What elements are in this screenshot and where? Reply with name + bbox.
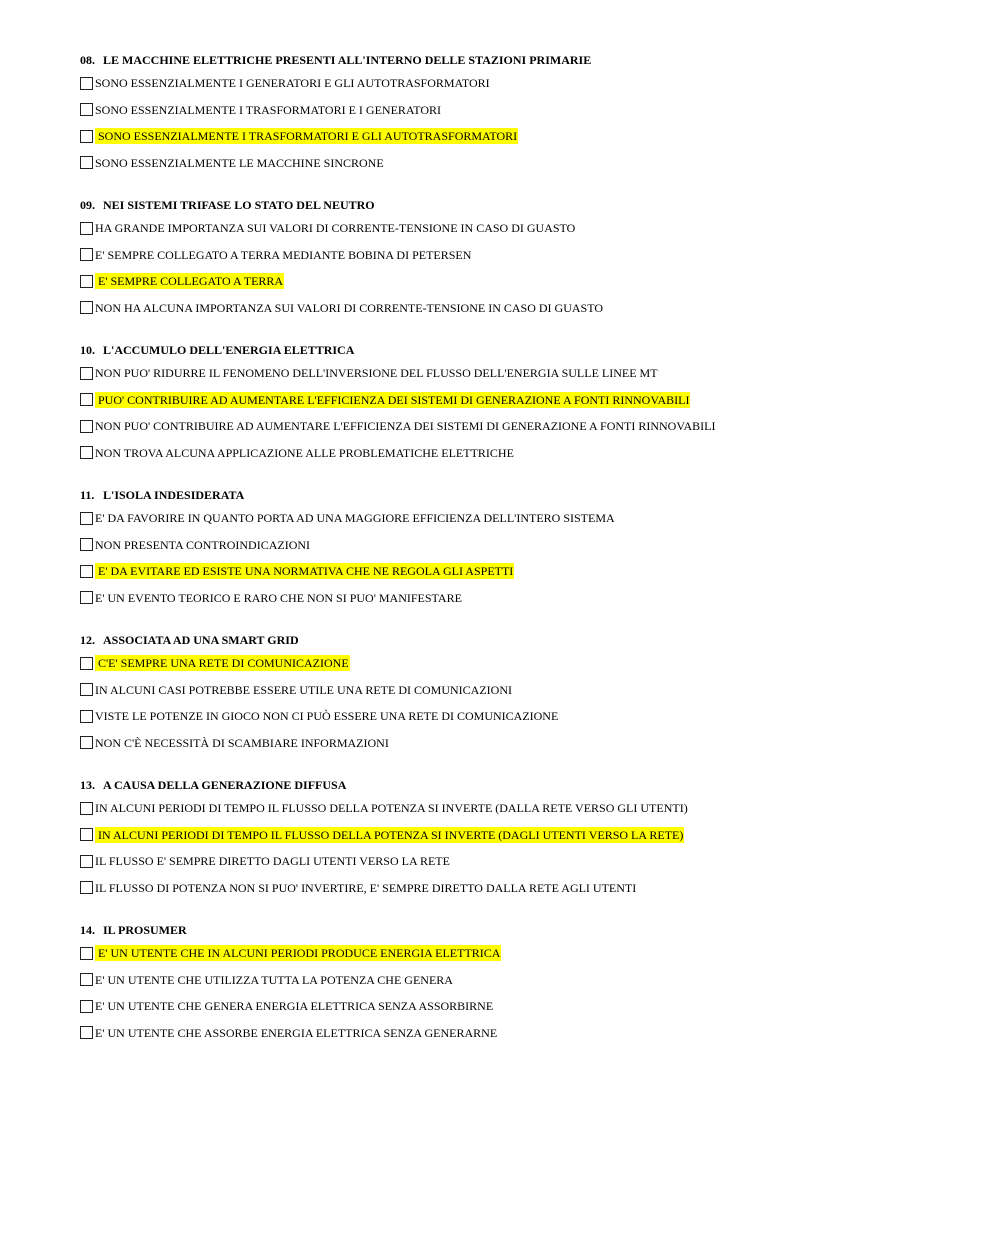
answer-option[interactable] (80, 993, 960, 1020)
checkbox[interactable] (80, 591, 93, 604)
question-block (80, 50, 960, 176)
answer-option[interactable] (80, 215, 960, 242)
checkbox[interactable] (80, 248, 93, 261)
option-label: SONO ESSENZIALMENTE I TRASFORMATORI E GLI AUTOTRASFORMATORI (95, 128, 518, 144)
option-label: PUO' CONTRIBUIRE AD AUMENTARE L'EFFICIENZA DEI SISTEMI DI GENERAZIONE A FONTI RINNOVABILI (95, 392, 690, 408)
checkbox[interactable] (80, 275, 93, 288)
answer-option-highlighted[interactable] (80, 650, 960, 677)
checkbox[interactable] (80, 77, 93, 90)
question-block (80, 195, 960, 321)
answer-option-highlighted[interactable] (80, 558, 960, 585)
option-label: E' UN UTENTE CHE IN ALCUNI PERIODI PRODUCE ENERGIA ELETTRICA (95, 945, 501, 961)
option-label: NON PRESENTA CONTROINDICAZIONI (95, 537, 311, 552)
answer-option[interactable] (80, 585, 960, 612)
option-label: IN ALCUNI PERIODI DI TEMPO IL FLUSSO DELLA POTENZA SI INVERTE (DAGLI UTENTI VERSO LA RETE) (95, 827, 684, 843)
option-label: SONO ESSENZIALMENTE LE MACCHINE SINCRONE (95, 155, 384, 170)
question-number: 10. (80, 343, 95, 357)
checkbox[interactable] (80, 973, 93, 986)
checkbox[interactable] (80, 156, 93, 169)
option-label: E' UN UTENTE CHE UTILIZZA TUTTA LA POTENZA CHE GENERA (95, 972, 453, 987)
checkbox[interactable] (80, 1026, 93, 1039)
answer-option[interactable] (80, 70, 960, 97)
question-number: 14. (80, 923, 95, 937)
question-title: IL PROSUMER (103, 923, 187, 937)
question-title: L'ISOLA INDESIDERATA (103, 488, 245, 502)
option-label: NON C'È NECESSITÀ DI SCAMBIARE INFORMAZIONI (95, 735, 389, 750)
question-title: LE MACCHINE ELETTRICHE PRESENTI ALL'INTERNO DELLE STAZIONI PRIMARIE (103, 53, 592, 67)
option-label: SONO ESSENZIALMENTE I TRASFORMATORI E I GENERATORI (95, 102, 442, 117)
checkbox[interactable] (80, 420, 93, 433)
answer-option[interactable] (80, 360, 960, 387)
checkbox[interactable] (80, 802, 93, 815)
question-block (80, 775, 960, 901)
answer-option[interactable] (80, 242, 960, 269)
checkbox[interactable] (80, 103, 93, 116)
answer-option[interactable] (80, 532, 960, 559)
option-label: HA GRANDE IMPORTANZA SUI VALORI DI CORRENTE-TENSIONE IN CASO DI GUASTO (95, 221, 576, 236)
question-heading (80, 775, 960, 795)
question-title: NEI SISTEMI TRIFASE LO STATO DEL NEUTRO (103, 198, 375, 212)
question-number: 13. (80, 778, 95, 792)
answer-option-highlighted[interactable] (80, 123, 960, 150)
answer-option[interactable] (80, 677, 960, 704)
question-heading (80, 920, 960, 940)
question-heading (80, 340, 960, 360)
question-title: L'ACCUMULO DELL'ENERGIA ELETTRICA (103, 343, 355, 357)
question-block (80, 485, 960, 611)
checkbox[interactable] (80, 446, 93, 459)
answer-option[interactable] (80, 295, 960, 322)
option-label: IL FLUSSO E' SEMPRE DIRETTO DAGLI UTENTI VERSO LA RETE (95, 854, 450, 869)
question-number: 11. (80, 488, 95, 502)
option-label: E' UN UTENTE CHE ASSORBE ENERGIA ELETTRICA SENZA GENERARNE (95, 1025, 498, 1040)
checkbox[interactable] (80, 130, 93, 143)
checkbox[interactable] (80, 855, 93, 868)
answer-option-highlighted[interactable] (80, 822, 960, 849)
option-label: E' SEMPRE COLLEGATO A TERRA (95, 273, 284, 289)
question-block (80, 630, 960, 756)
checkbox[interactable] (80, 683, 93, 696)
option-label: NON HA ALCUNA IMPORTANZA SUI VALORI DI CORRENTE-TENSIONE IN CASO DI GUASTO (95, 300, 604, 315)
option-label: IN ALCUNI PERIODI DI TEMPO IL FLUSSO DELLA POTENZA SI INVERTE (DALLA RETE VERSO GLI UTENTI) (95, 801, 688, 816)
answer-option[interactable] (80, 413, 960, 440)
quiz-document (80, 50, 960, 1065)
checkbox[interactable] (80, 1000, 93, 1013)
checkbox[interactable] (80, 301, 93, 314)
checkbox[interactable] (80, 393, 93, 406)
checkbox[interactable] (80, 222, 93, 235)
checkbox[interactable] (80, 736, 93, 749)
answer-option[interactable] (80, 703, 960, 730)
checkbox[interactable] (80, 367, 93, 380)
answer-option[interactable] (80, 967, 960, 994)
option-label: NON PUO' CONTRIBUIRE AD AUMENTARE L'EFFICIENZA DEI SISTEMI DI GENERAZIONE A FONTI RINNOVABILI (95, 419, 716, 434)
checkbox[interactable] (80, 947, 93, 960)
option-label: NON TROVA ALCUNA APPLICAZIONE ALLE PROBLEMATICHE ELETTRICHE (95, 445, 514, 460)
option-label: NON PUO' RIDURRE IL FENOMENO DELL'INVERSIONE DEL FLUSSO DELL'ENERGIA SULLE LINEE MT (95, 366, 658, 381)
question-number: 12. (80, 633, 95, 647)
checkbox[interactable] (80, 881, 93, 894)
question-title: A CAUSA DELLA GENERAZIONE DIFFUSA (103, 778, 347, 792)
option-label: VISTE LE POTENZE IN GIOCO NON CI PUÒ ESSERE UNA RETE DI COMUNICAZIONE (95, 709, 559, 724)
checkbox[interactable] (80, 512, 93, 525)
option-label: IL FLUSSO DI POTENZA NON SI PUO' INVERTIRE, E' SEMPRE DIRETTO DALLA RETE AGLI UTENTI (95, 880, 637, 895)
option-label: E' DA EVITARE ED ESISTE UNA NORMATIVA CHE NE REGOLA GLI ASPETTI (95, 563, 514, 579)
checkbox[interactable] (80, 710, 93, 723)
answer-option[interactable] (80, 505, 960, 532)
question-block (80, 920, 960, 1046)
checkbox[interactable] (80, 828, 93, 841)
option-label: IN ALCUNI CASI POTREBBE ESSERE UTILE UNA RETE DI COMUNICAZIONI (95, 682, 512, 697)
answer-option-highlighted[interactable] (80, 940, 960, 967)
answer-option-highlighted[interactable] (80, 268, 960, 295)
option-label: E' DA FAVORIRE IN QUANTO PORTA AD UNA MAGGIORE EFFICIENZA DELL'INTERO SISTEMA (95, 511, 615, 526)
option-label: E' UN EVENTO TEORICO E RARO CHE NON SI PUO' MANIFESTARE (95, 590, 462, 605)
answer-option[interactable] (80, 875, 960, 902)
question-heading (80, 630, 960, 650)
answer-option[interactable] (80, 848, 960, 875)
answer-option[interactable] (80, 795, 960, 822)
checkbox[interactable] (80, 538, 93, 551)
option-label: SONO ESSENZIALMENTE I GENERATORI E GLI AUTOTRASFORMATORI (95, 76, 490, 91)
option-label: E' SEMPRE COLLEGATO A TERRA MEDIANTE BOBINA DI PETERSEN (95, 247, 472, 262)
answer-option[interactable] (80, 730, 960, 757)
answer-option[interactable] (80, 97, 960, 124)
answer-option[interactable] (80, 150, 960, 177)
answer-option[interactable] (80, 1020, 960, 1047)
question-block (80, 340, 960, 466)
answer-option-highlighted[interactable] (80, 387, 960, 414)
checkbox[interactable] (80, 565, 93, 578)
question-heading (80, 485, 960, 505)
question-heading (80, 195, 960, 215)
question-heading (80, 50, 960, 70)
question-title: ASSOCIATA AD UNA SMART GRID (103, 633, 299, 647)
question-number: 09. (80, 198, 95, 212)
answer-option[interactable] (80, 440, 960, 467)
question-number: 08. (80, 53, 95, 67)
option-label: C'E' SEMPRE UNA RETE DI COMUNICAZIONE (95, 655, 350, 671)
option-label: E' UN UTENTE CHE GENERA ENERGIA ELETTRICA SENZA ASSORBIRNE (95, 999, 494, 1014)
checkbox[interactable] (80, 657, 93, 670)
